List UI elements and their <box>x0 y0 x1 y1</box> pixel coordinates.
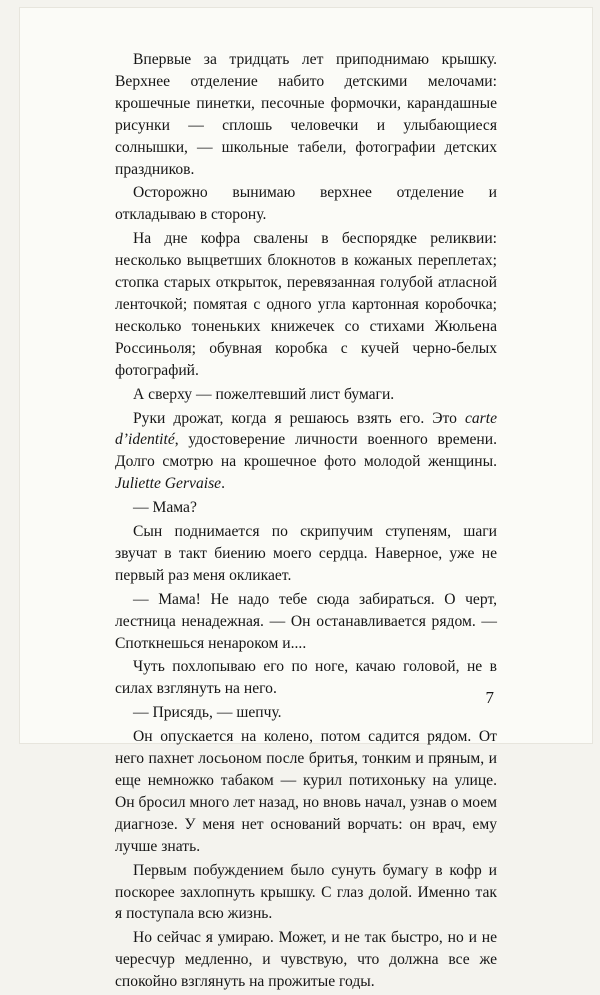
paragraph-2: Осторожно вынимаю верхнее отделение и откладываю в сторону. <box>115 184 497 224</box>
paragraph-6: — Мама? <box>133 499 197 517</box>
paragraph-11: Он опускается на колено, потом садится рядом. От него пахнет лосьоном после бритья, тонким и пряным, и еще немножко табаком — курил потихоньку на улице. Он бросил много лет назад, но вновь начал, узнав о моем диагнозе. У меня нет оснований ворчать: он врач, ему лучше знать. <box>115 728 497 855</box>
paragraph-5-middle: , удостоверение личности военного времени. Долго смотрю на крошечное фото молодой женщины. <box>115 431 497 471</box>
paragraph-5-italic-2: Juliette Gervaise <box>115 475 222 493</box>
paragraph-7: Сын поднимается по скрипучим ступеням, шаги звучат в такт биению моего сердца. Наверное, уже не первый раз меня окликает. <box>115 523 497 584</box>
paragraph-13: Но сейчас я умираю. Может, и не так быстро, но и не чересчур медленно, и чувствую, что должна все же спокойно взглянуть на прожитые годы. <box>115 929 497 991</box>
paragraph-8: — Мама! Не надо тебе сюда забираться. О черт, лестница ненадежная. — Он останавливается рядом. — Споткнешься ненароком и.... <box>115 590 497 652</box>
paragraph-5-after: . <box>221 475 225 493</box>
paragraph-9: Чуть похлопываю его по ноге, качаю головой, не в силах взглянуть на него. <box>115 658 497 698</box>
paragraph-5-italic-1: carte d’identité <box>115 409 497 449</box>
paragraph-5 <box>115 408 497 496</box>
body-text <box>115 49 497 995</box>
paragraph-12: Первым побуждением было сунуть бумагу в кофр и поскорее захлопнуть крышку. С глаз долой. Именно так я поступала всю жизнь. <box>115 861 497 923</box>
paragraph-4: А сверху — пожелтевший лист бумаги. <box>133 385 395 403</box>
book-page <box>20 8 592 991</box>
page-number: 7 <box>485 688 494 707</box>
paragraph-3: На дне кофра свалены в беспорядке реликвии: несколько выцветших блокнотов в кожаных переплетах; стопка старых открыток, перевязанная голубой атласной ленточкой; помятая с одного угла картонная коробочка; несколько тоненьких книжечек со стихами Жюльена Россиньоля; обувная коробка с кучей черно-белых фотографий. <box>115 230 497 379</box>
paragraph-10: — Присядь, — шепчу. <box>133 704 282 722</box>
paragraph-1: Впервые за тридцать лет приподнимаю крышку. Верхнее отделение набито детскими мелочами: крошечные пинетки, песочные формочки, карандашные рисунки — сплошь человечки и улыбающиеся солнышки, — школьные табели, фотографии детских праздников. <box>115 51 497 178</box>
paragraph-5-before: Руки дрожат, когда я решаюсь взять его. Это <box>133 409 465 427</box>
